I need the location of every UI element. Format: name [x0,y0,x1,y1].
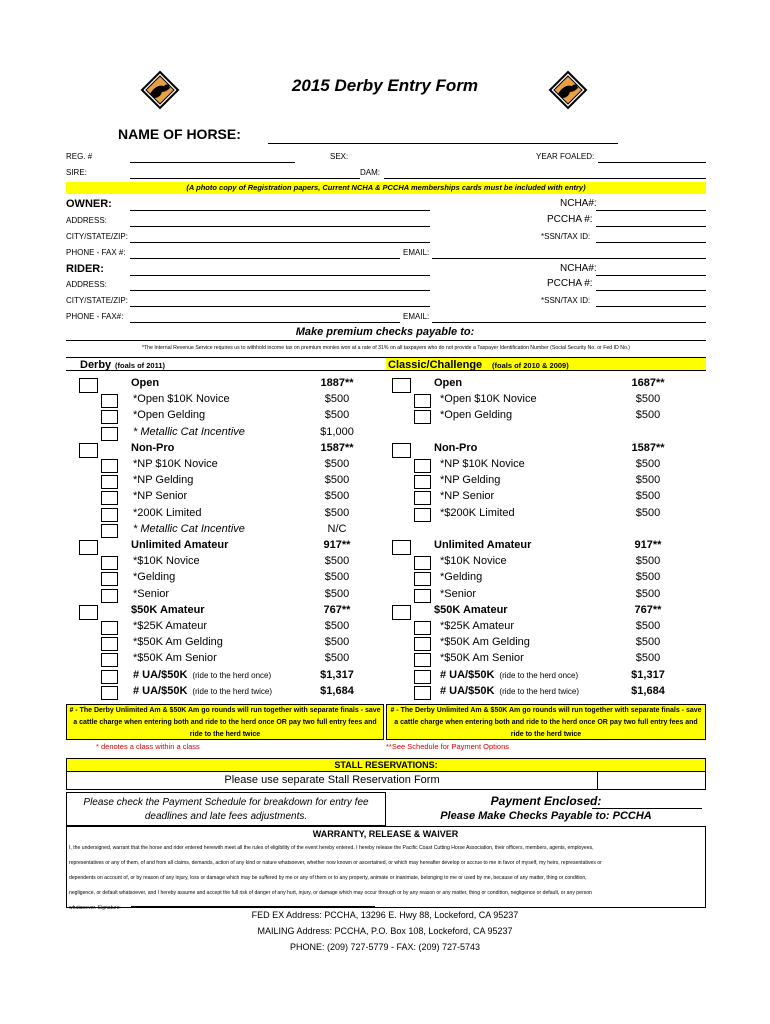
classic-class-name: *$25K Amateur [440,620,514,632]
name-of-horse-label: NAME OF HORSE: [118,126,241,142]
derby-class-name: * Metallic Cat Incentive [133,425,245,438]
reg-line[interactable] [130,162,295,163]
derby-class-name: *Open $10K Novice [133,393,230,406]
classic-checkbox[interactable] [414,621,431,635]
classic-class-label [434,604,508,616]
derby-class-label [133,652,217,664]
owner-address-label: ADDRESS: [66,216,107,225]
derby-checkbox[interactable] [79,605,98,620]
derby-checkbox[interactable] [79,378,98,393]
classic-class-price: $1,317 [631,668,665,681]
derby-class-label [133,409,205,421]
classic-header [386,357,706,371]
classic-checkbox[interactable] [414,491,431,505]
derby-class-name: *NP Gelding [133,474,194,487]
classic-class-price: 767** [634,603,662,616]
horse-name-line[interactable] [268,143,618,144]
rider-address-line[interactable] [130,290,430,291]
dam-line[interactable] [384,178,706,179]
classic-class-label [440,652,524,664]
derby-checkbox[interactable] [101,508,118,522]
derby-class-label [131,604,205,616]
derby-checkbox[interactable] [101,637,118,651]
derby-class-label [131,539,228,551]
payment-schedule-note: Please check the Payment Schedule for breakdown for entry fee deadlines and late fees adjustments. [83,797,369,822]
classic-footnote: **See Schedule for Payment Options [386,742,509,751]
classic-note: # - The Derby Unlimited Am & $50K Am go rounds will run together with separate finals - save a cattle charge when entering both and ride to the herd once OR pay two full entry fees and ride to the herd twice [386,704,706,740]
derby-class-name: *$25K Amateur [133,620,207,632]
derby-class-price: 1587** [320,441,354,454]
year-foaled-line[interactable] [598,162,706,163]
classic-class-name: *Senior [440,587,477,600]
derby-footnote: * denotes a class within a class [96,742,200,751]
derby-class-price: $500 [324,506,350,519]
owner-ncha-line[interactable] [596,210,706,211]
owner-address-line[interactable] [130,226,430,227]
derby-class-name: * Metallic Cat Incentive [133,522,245,535]
derby-class-price: $500 [324,458,350,470]
derby-class-label [133,474,193,486]
classic-class-name: *$200K Limited [440,506,515,519]
classic-class-price: 1587** [631,441,665,454]
classic-class-name: Non-Pro [434,441,478,454]
derby-class-label [133,588,169,600]
derby-class-label [131,377,159,389]
classic-class-name: Open [434,377,463,389]
owner-email-label: EMAIL: [403,248,430,257]
derby-checkbox[interactable] [101,621,118,635]
classic-checkbox[interactable] [414,572,431,586]
classic-class-label [440,474,500,486]
rider-pccha-line[interactable] [596,290,706,291]
rider-city-label: CITY/STATE/ZIP: [66,296,128,305]
owner-city-label: CITY/STATE/ZIP: [66,232,128,241]
classic-checkbox[interactable] [392,540,411,555]
sire-label: SIRE: [66,168,87,177]
derby-checkbox[interactable] [101,686,118,700]
classic-class-label [440,636,530,648]
derby-class-label [133,426,245,438]
reg-label: REG. # [66,152,93,161]
derby-class-price: $500 [324,393,350,406]
derby-checkbox[interactable] [79,540,98,555]
warranty-box [66,826,706,911]
classic-class-price: $500 [635,393,661,406]
classic-class-name: *$50K Am Gelding [440,636,530,649]
classic-class-price: $500 [635,587,661,600]
derby-class-price: $500 [324,490,350,503]
payment-enclosed-line[interactable] [592,808,702,809]
owner-line[interactable] [130,210,430,211]
classic-class-name: *NP $10K Novice [440,458,525,470]
owner-city-line[interactable] [130,242,430,243]
classic-class-label [434,539,531,551]
derby-class-name: $50K Amateur [131,603,205,616]
derby-class-name: # UA/$50K [133,684,188,697]
derby-checkbox[interactable] [101,427,118,441]
derby-checkbox[interactable] [79,443,98,458]
payment-schedule-box [66,792,386,826]
rider-phone-line[interactable] [130,322,400,323]
classic-class-price: $500 [635,490,661,503]
derby-class-label [133,555,200,567]
classic-class-sub: (ride to the herd twice) [499,686,580,696]
photo-note: (A photo copy of Registration papers, Current NCHA & PCCHA memberships cards must be included with entry) [66,182,706,194]
derby-class-name: # UA/$50K [133,668,188,681]
classic-class-price: $500 [635,506,661,519]
derby-class-price: N/C [327,522,347,535]
classic-title: Classic/Challenge [388,359,483,371]
classic-checkbox[interactable] [414,686,431,700]
mailing-address: MAILING Address: PCCHA, P.O. Box 108, Lockeford, CA 95237 [257,926,513,936]
classic-class-sub: (ride to the herd once) [499,670,579,680]
rider-email-label: EMAIL: [403,312,430,321]
derby-class-name: Non-Pro [131,441,175,454]
classic-class-label [434,442,477,454]
classic-class-name: # UA/$50K [440,684,495,697]
derby-checkbox[interactable] [101,670,118,684]
form-title: 2015 Derby Entry Form [291,76,479,95]
derby-class-label [133,636,223,648]
stall-count-box[interactable] [597,772,705,789]
derby-class-price: $500 [324,636,350,649]
derby-class-price: $500 [324,474,350,487]
rider-email-line[interactable] [432,322,706,323]
derby-class-price: 767** [323,603,351,616]
warranty-line: representatives or any of them, of and from all claims, demands, action of any kind or nature whatsoever, whether now known or ascertained, or which may hereafter develop or accrue to me in favor of myself, my heirs, representatives or [69,860,602,866]
derby-class-name: Unlimited Amateur [131,539,229,551]
classic-class-label [440,393,537,405]
rider-ssn-label: *SSN/TAX ID: [541,296,591,305]
classic-class-name: *$10K Novice [440,555,507,568]
classic-checkbox[interactable] [392,605,411,620]
derby-class-price: $1,000 [320,425,354,438]
derby-class-label [133,523,245,535]
classic-class-label [440,490,494,502]
classic-class-label [440,507,515,519]
derby-class-price: $500 [324,620,350,632]
classic-class-name: $50K Amateur [434,603,508,616]
classic-checkbox[interactable] [414,589,431,603]
derby-checkbox[interactable] [101,410,118,424]
fedex-address: FED EX Address: PCCHA, 13296 E. Hwy 88, Lockeford, CA 95237 [251,910,519,920]
classic-checkbox[interactable] [414,459,431,473]
classic-checkbox[interactable] [414,637,431,651]
derby-class-price: $1,317 [320,668,354,681]
derby-class-label [133,669,271,681]
owner-ssn-line[interactable] [596,242,706,243]
classic-checkbox[interactable] [414,394,431,408]
classic-class-name: *Open $10K Novice [440,393,537,406]
classic-checkbox[interactable] [414,410,431,424]
derby-class-label [131,442,174,454]
classic-checkbox[interactable] [392,378,411,393]
classic-class-price: $500 [635,620,661,632]
classic-class-price: 917** [634,539,662,551]
classic-class-name: # UA/$50K [440,668,495,681]
classic-class-name: *$50K Am Senior [440,652,524,665]
classic-class-label [440,669,578,681]
derby-class-price: $1,684 [320,684,354,697]
classic-class-price: $500 [635,555,661,568]
warranty-line: dependents on account of, or by reason of any injury, loss or damage which may be suffered by me or any of them or to any property, animate or inanimate, belonging to me or used by me, because of any matter, thing or condition, [69,875,587,881]
classic-class-price: $500 [635,409,661,422]
rider-label: RIDER: [66,263,104,275]
derby-class-label [133,620,207,632]
derby-class-name: *$50K Am Senior [133,652,217,665]
classic-class-label [440,588,476,600]
owner-ssn-label: *SSN/TAX ID: [541,232,591,241]
sire-line[interactable] [130,178,360,179]
classic-class-name: *Gelding [440,571,483,584]
rider-ncha-line[interactable] [596,275,706,276]
signature-line[interactable] [131,906,375,907]
rider-ncha-label: NCHA#: [560,263,597,274]
phone-fax: PHONE: (209) 727-5779 - FAX: (209) 727-5743 [289,942,481,952]
warranty-title: WARRANTY, RELEASE & WAIVER [312,829,459,839]
derby-class-name: *$10K Novice [133,555,200,568]
derby-class-price: 1887** [320,377,354,389]
divider [66,340,706,341]
classic-class-price: 1687** [631,377,665,389]
owner-phone-line[interactable] [130,258,400,259]
classic-class-name: *NP Gelding [440,474,501,487]
classic-class-label [440,409,512,421]
classic-checkbox[interactable] [392,443,411,458]
classic-class-price: $500 [635,571,661,584]
classic-class-label [440,458,525,470]
owner-pccha-label: PCCHA #: [547,214,593,225]
rider-city-line[interactable] [130,306,430,307]
owner-label: OWNER: [66,198,112,210]
rider-ssn-line[interactable] [596,306,706,307]
classic-class-label [440,685,579,697]
derby-checkbox[interactable] [101,459,118,473]
derby-class-price: 917** [323,539,351,551]
classic-class-label [440,571,482,583]
rider-address-label: ADDRESS: [66,280,107,289]
derby-checkbox[interactable] [101,475,118,489]
classic-class-price: $500 [635,458,661,470]
derby-class-name: *Senior [133,587,170,600]
derby-class-name: *NP Senior [133,490,188,503]
derby-class-price: $500 [324,409,350,422]
derby-class-label [133,458,218,470]
derby-class-label [133,571,175,583]
owner-email-line[interactable] [432,258,706,259]
derby-class-name: *Open Gelding [133,409,206,422]
warranty-line: I, the undersigned, warrant that the horse and rider entered herewith meet all the rules of eligibility of the event hereby entered. I hereby release the Pacific Coast Cutting Horse Association, their officers, members, agents, employees, [69,845,594,851]
classic-class-name: *Open Gelding [440,409,513,422]
rider-phone-label: PHONE - FAX#: [66,312,124,321]
rider-pccha-label: PCCHA #: [547,278,593,289]
sex-label: SEX: [330,152,349,161]
classic-class-name: *NP Senior [440,490,495,503]
payable-to: Please Make Checks Payable to: PCCHA [440,810,652,822]
classic-class-price: $500 [635,636,661,649]
warranty-line: negligence, or default whatsoever, and I hereby assume and accept the full risk of danger of any hurt, injury, or damage which may occur through or by any reason or any matter, thing or condition, negligence or default, or any person [69,890,592,896]
derby-note: # - The Derby Unlimited Am & $50K Am go rounds will run together with separate finals - save a cattle charge when entering both and ride to the herd once OR pay two full entry fees and ride to the herd twice [66,704,384,740]
derby-class-label [133,507,202,519]
stall-note: Please use separate Stall Reservation Form [224,774,440,786]
classic-checkbox[interactable] [414,475,431,489]
derby-checkbox[interactable] [101,491,118,505]
derby-checkbox[interactable] [101,394,118,408]
derby-class-name: *NP $10K Novice [133,458,218,470]
classic-class-price: $500 [635,652,661,665]
owner-phone-label: PHONE - FAX #: [66,248,126,257]
derby-class-price: $500 [324,587,350,600]
derby-title: Derby [80,359,112,371]
derby-foals: (foals of 2011) [115,361,166,370]
derby-checkbox[interactable] [101,653,118,667]
owner-pccha-line[interactable] [596,226,706,227]
derby-class-sub: (ride to the herd twice) [192,686,273,696]
payment-enclosed-label: Payment Enclosed: [490,794,602,808]
derby-class-label [133,393,230,405]
derby-header [66,357,386,371]
classic-class-label [440,620,514,632]
classic-class-price: $500 [635,474,661,487]
stall-title: STALL RESERVATIONS: [66,758,706,772]
classic-class-label [440,555,507,567]
owner-ncha-label: NCHA#: [560,198,597,209]
derby-class-name: *200K Limited [133,506,202,519]
classic-class-name: Unlimited Amateur [434,539,532,551]
classic-checkbox[interactable] [414,653,431,667]
derby-class-name: *Gelding [133,571,176,584]
derby-class-label [133,490,187,502]
payable-heading: Make premium checks payable to: [295,326,475,338]
derby-class-price: $500 [324,555,350,568]
classic-class-label [434,377,462,389]
stall-row [66,772,706,790]
warranty-line: whatsoever. Signature: [69,905,121,911]
derby-class-name: *$50K Am Gelding [133,636,223,649]
classic-checkbox[interactable] [414,508,431,522]
dam-label: DAM: [360,168,380,177]
classic-foals: (foals of 2010 & 2009) [492,361,569,370]
derby-class-label [133,685,272,697]
irs-note: *The Internal Revenue Service requires us to withhold income tax on premium monies won at a rate of 31% on all taxpayers who do not provide a Taxpayer Identification Number (Social Security No. or Fed ID No.) [141,345,631,351]
derby-checkbox[interactable] [101,556,118,570]
classic-checkbox[interactable] [414,670,431,684]
rider-line[interactable] [130,275,430,276]
year-foaled-label: YEAR FOALED: [536,152,595,161]
classic-class-price: $1,684 [631,684,665,697]
derby-checkbox[interactable] [101,589,118,603]
derby-class-name: Open [131,377,160,389]
classic-checkbox[interactable] [414,556,431,570]
derby-class-price: $500 [324,571,350,584]
derby-class-price: $500 [324,652,350,665]
derby-class-sub: (ride to the herd once) [192,670,272,680]
derby-checkbox[interactable] [101,524,118,538]
derby-checkbox[interactable] [101,572,118,586]
